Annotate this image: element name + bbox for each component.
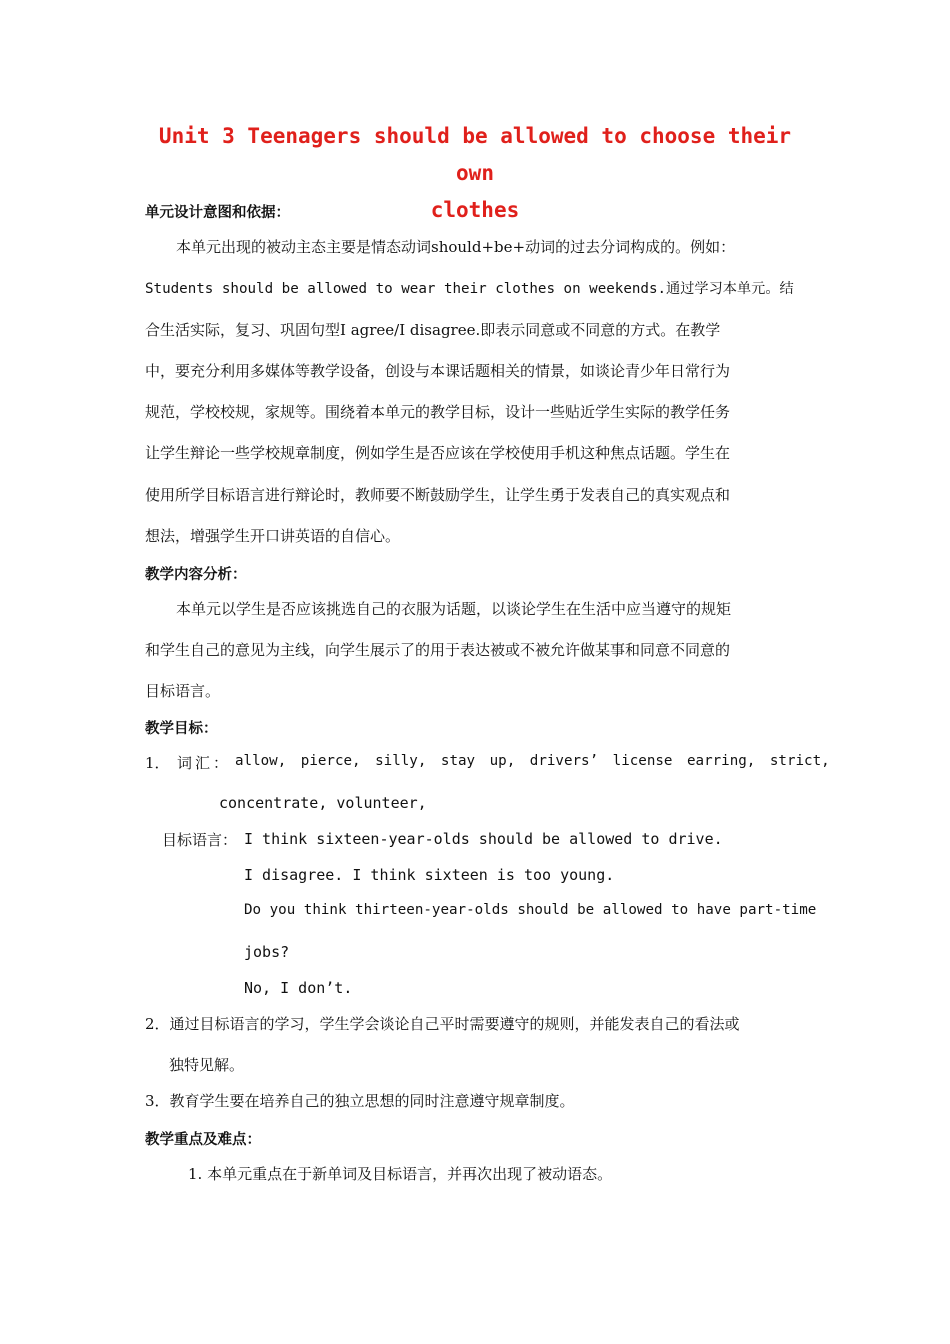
target-language-line-2: I disagree. I think sixteen is too young.	[244, 866, 615, 884]
goal-1-words-line-2: concentrate, volunteer,	[219, 794, 427, 812]
goal-2-line-2: 独特见解。	[169, 1056, 245, 1074]
section1-text-line-4: 中，要充分利用多媒体等教学设备，创设与本课话题相关的情景，如谈论青少年日常行为	[145, 362, 731, 380]
section1-text-line-6: 让学生辩论一些学校规章制度，例如学生是否应该在学校使用手机这种焦点话题。学生在	[145, 444, 731, 462]
goal-1-number: 1．	[145, 754, 170, 772]
section1-text-line-5: 规范，学校校规，家规等。围绕着本单元的教学目标，设计一些贴近学生实际的教学任务	[145, 403, 731, 421]
key-point-1: 1. 本单元重点在于新单词及目标语言，并再次出现了被动语态。	[188, 1165, 613, 1183]
goal-3: 3．教育学生要在培养自己的独立思想的同时注意遵守规章制度。	[145, 1092, 575, 1110]
section-heading-key-points: 教学重点及难点：	[145, 1132, 261, 1148]
section2-text-line-1: 本单元以学生是否应该挑选自己的衣服为话题，以谈论学生在生活中应当遵守的规矩	[176, 600, 732, 618]
section1-text-line-3: 合生活实际，复习、巩固句型I agree/I disagree.即表示同意或不同意的方式。在教学	[145, 321, 721, 339]
target-language-line-4: jobs?	[244, 943, 290, 961]
section-heading-content-analysis: 教学内容分析：	[145, 567, 247, 583]
section2-text-line-2: 和学生自己的意见为主线，向学生展示了的用于表达被或不被允许做某事和同意不同意的	[145, 641, 731, 659]
goal-1-words-line-1: allow, pierce, silly, stay up, drivers’ license earring, strict,	[235, 753, 830, 769]
section2-text-line-3: 目标语言。	[145, 682, 221, 700]
goal-2-line-1: 2．通过目标语言的学习，学生学会谈论自己平时需要遵守的规则，并能发表自己的看法或	[145, 1015, 740, 1033]
goal-1-label: 词汇：	[177, 754, 232, 772]
section1-text-line-8: 想法，增强学生开口讲英语的自信心。	[145, 527, 401, 545]
section1-text-line-1: 本单元出现的被动主态主要是情态动词should+be+动词的过去分词构成的。例如：	[176, 238, 736, 256]
target-language-line-5: No, I don’t.	[244, 979, 353, 997]
target-language-line-3: Do you think thirteen-year-olds should be allowed to have part-time	[244, 902, 817, 918]
section-heading-design-intent: 单元设计意图和依据：	[145, 205, 290, 221]
section-heading-teaching-goals: 教学目标：	[145, 721, 218, 737]
target-language-label: 目标语言：	[162, 831, 238, 849]
title-line-2: clothes	[430, 198, 520, 222]
target-language-line-1: I think sixteen-year-olds should be allowed to drive.	[244, 830, 723, 848]
title-line-1: Unit 3 Teenagers should be allowed to choose their own	[158, 124, 792, 185]
section1-text-line-7: 使用所学目标语言进行辩论时，教师要不断鼓励学生，让学生勇于发表自己的真实观点和	[145, 486, 731, 504]
section1-text-line-2: Students should be allowed to wear their clothes on weekends.通过学习本单元。结	[145, 281, 794, 297]
